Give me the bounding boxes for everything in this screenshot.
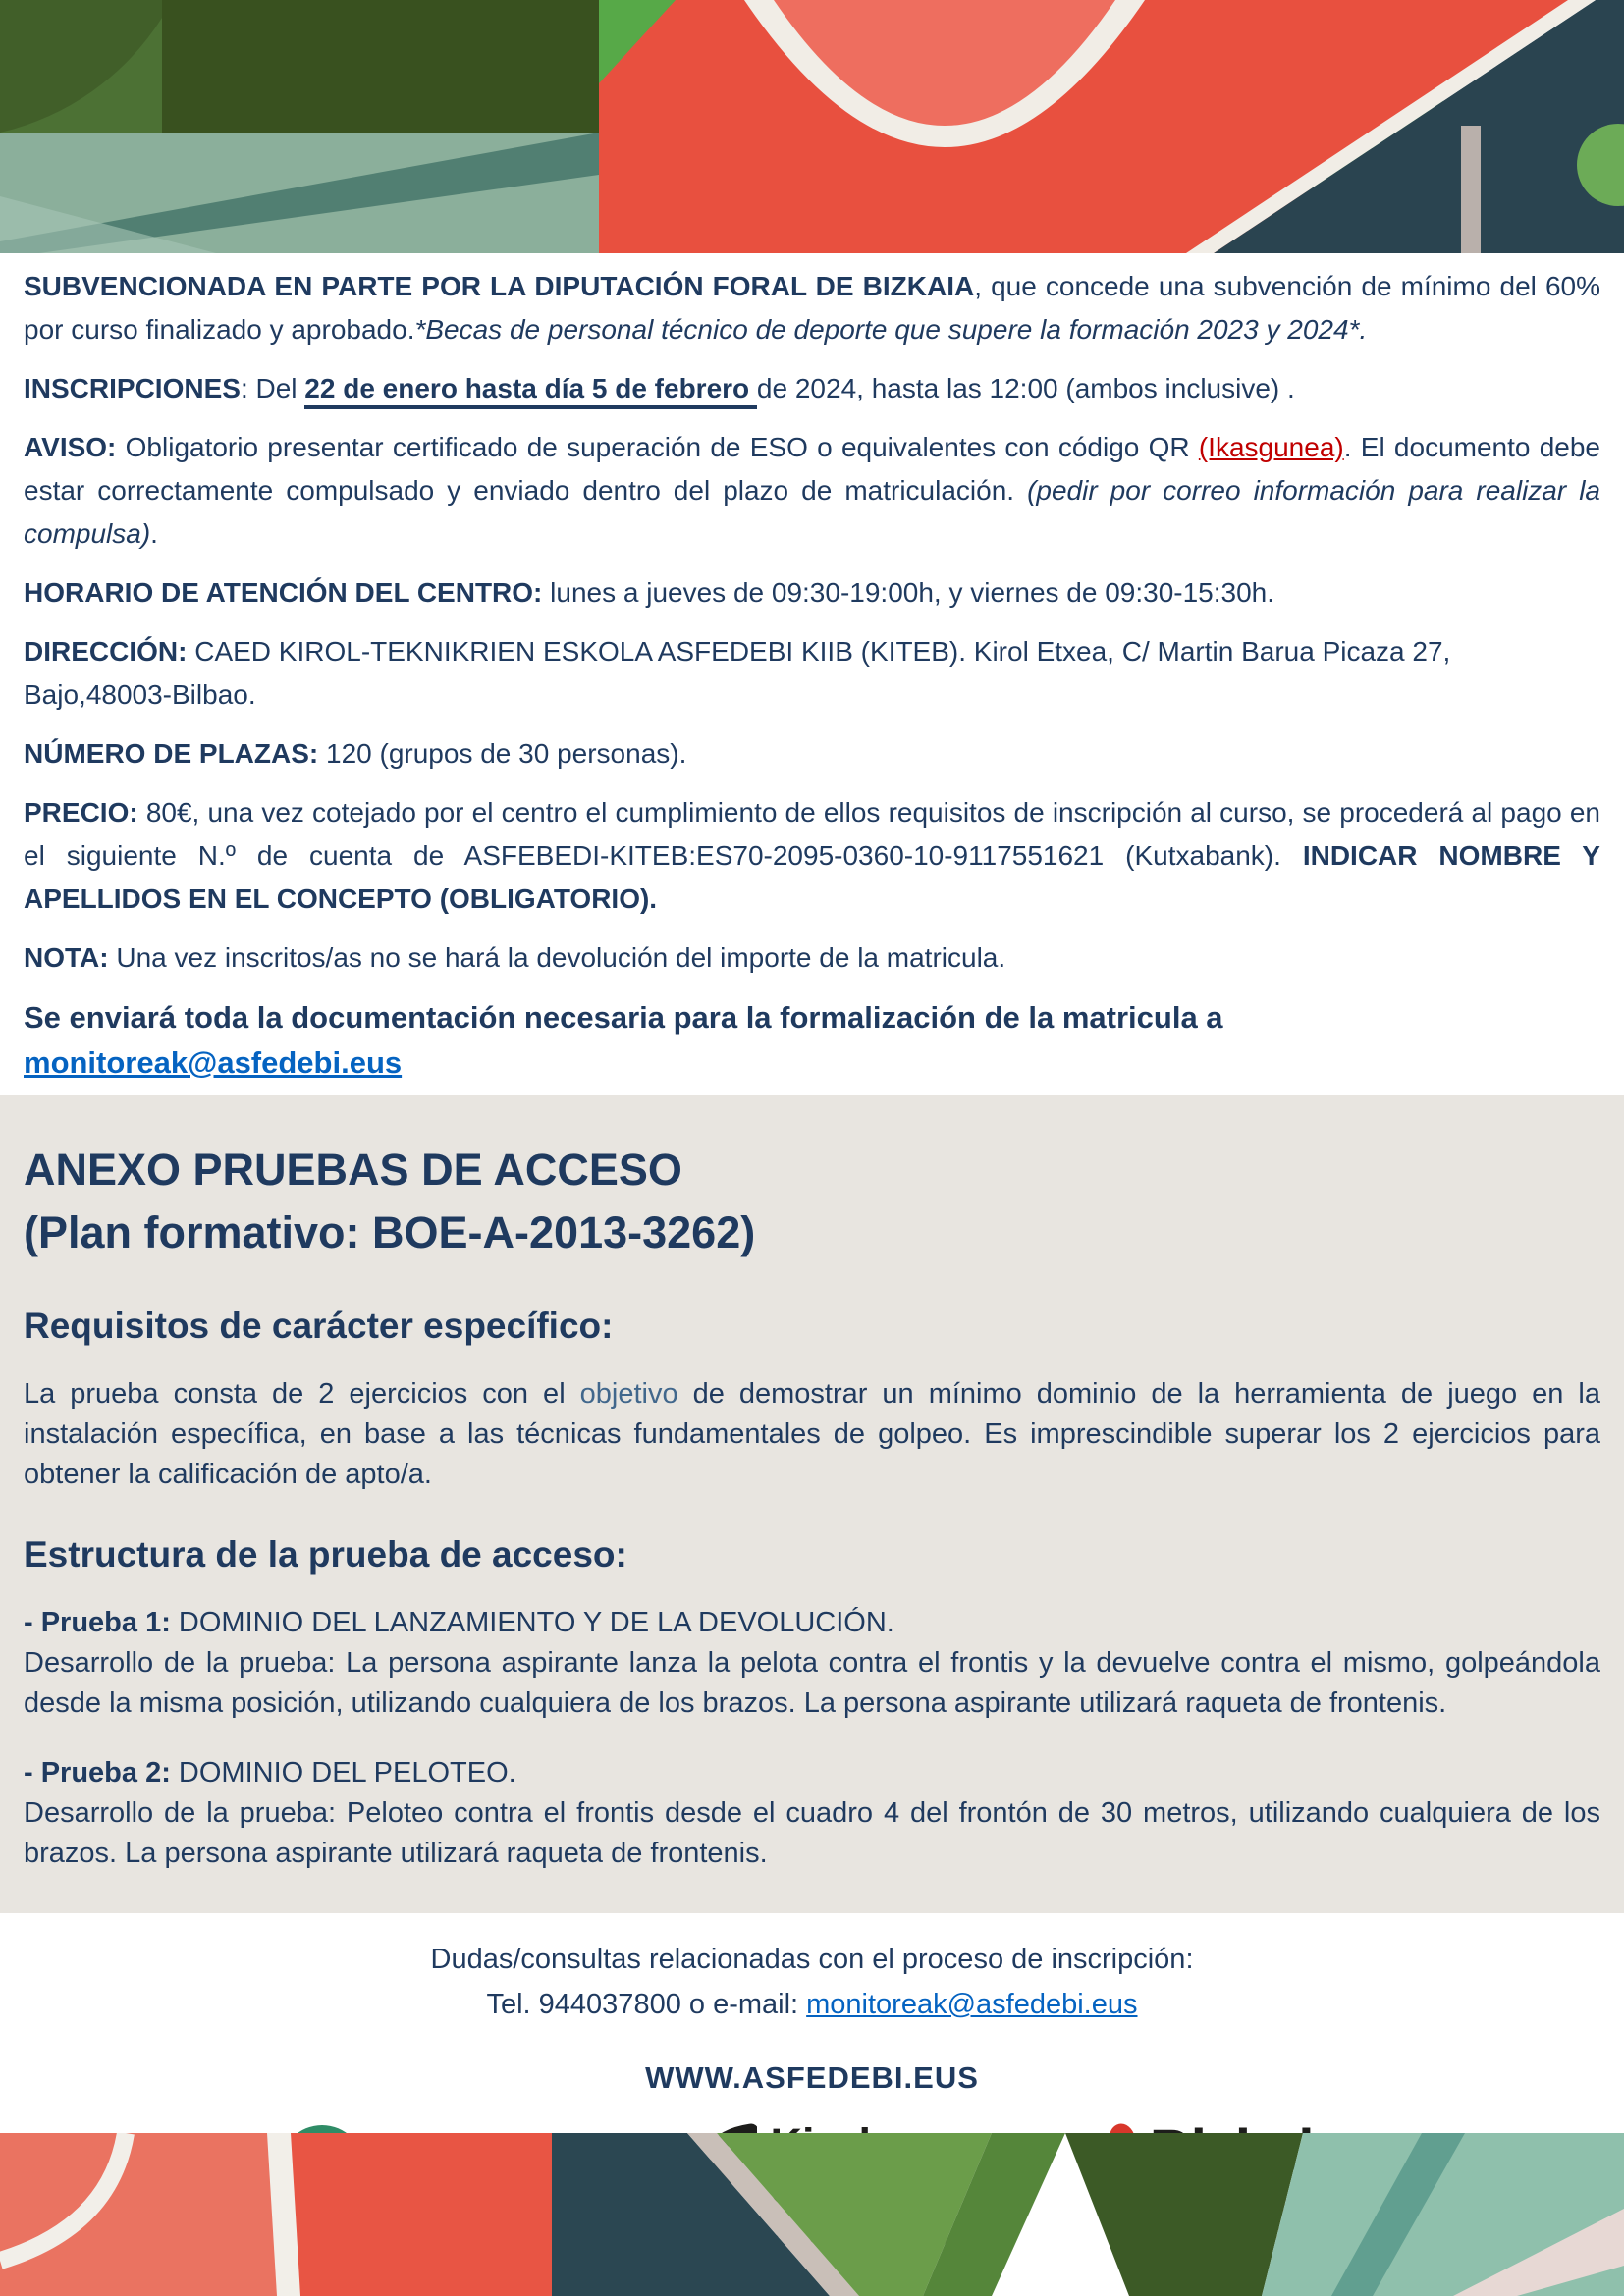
subvencion-bold: SUBVENCIONADA EN PARTE POR LA DIPUTACIÓN FORAL DE BIZKAIA [24, 271, 975, 301]
aviso-label: AVISO: [24, 432, 117, 462]
inscripciones-label: INSCRIPCIONES [24, 373, 241, 403]
subvencion-italic: *Becas de personal técnico de deporte que supere la formación 2023 y 2024*. [414, 314, 1368, 345]
paragraph-aviso [24, 426, 1600, 556]
aviso-text-1: Obligatorio presentar certificado de superación de ESO o equivalentes con código QR [116, 432, 1199, 462]
horario-label: HORARIO DE ATENCIÓN DEL CENTRO: [24, 577, 543, 608]
paragraph-envio [24, 995, 1600, 1086]
footer-right-sage-blocks [1262, 2133, 1624, 2296]
main-content [0, 253, 1624, 1086]
paragraph-subvencion [24, 265, 1600, 351]
requisitos-highlight: objetivo [579, 1378, 678, 1410]
prueba-2-name: DOMINIO DEL PELOTEO. [170, 1757, 516, 1789]
footer-decorative-artwork [0, 2133, 1624, 2296]
footer-center-green-blocks [552, 2133, 1303, 2296]
aviso-text-2: . El documento debe estar correctamente compulsado y enviado dentro del plazo de matriculación. [24, 432, 1600, 506]
paragraph-nota [24, 936, 1600, 980]
paragraph-requisitos [24, 1374, 1600, 1495]
prueba-2-block [24, 1753, 1600, 1874]
paragraph-precio [24, 791, 1600, 921]
paragraph-direccion [24, 630, 1600, 717]
inscripciones-post: de 2024, hasta las 12:00 (ambos inclusive) . [756, 373, 1295, 403]
prueba-1-name: DOMINIO DEL LANZAMIENTO Y DE LA DEVOLUCIÓN. [170, 1607, 894, 1638]
prueba-2-desc: Desarrollo de la prueba: Peloteo contra el frontis desde el cuadro 4 del frontón de 30 metros, utilizando cualquiera de los brazos. La persona aspirante utilizará raqueta de frontenis. [24, 1797, 1600, 1869]
annex-title [24, 1139, 1600, 1264]
plazas-text: 120 (grupos de 30 personas). [318, 738, 687, 769]
direccion-label: DIRECCIÓN: [24, 636, 188, 667]
nota-label: NOTA: [24, 942, 109, 973]
contact-line-2 [0, 1982, 1624, 2027]
prueba-1-title [24, 1603, 1600, 1643]
contact-email-link[interactable]: monitoreak@asfedebi.eus [806, 1989, 1138, 2020]
horario-text: lunes a jueves de 09:30-19:00h, y viernes de 09:30-15:30h. [542, 577, 1275, 608]
requisitos-heading: Requisitos de carácter específico: [24, 1306, 614, 1346]
prueba-1-desc: Desarrollo de la prueba: La persona aspirante lanza la pelota contra el frontis y la devuelve contra el mismo, golpeándola desde la misma posición, utilizando cualquiera de los brazos. La persona aspirante utilizará raqueta de frontenis. [24, 1647, 1600, 1719]
precio-text: 80€, una vez cotejado por el centro el cumplimiento de ellos requisitos de inscripción al curso, se procederá al pago en el siguiente N.º de cuenta de ASFEBEDI-KITEB:ES70-2095-0360-10-9117551621 (Kutxabank). [24, 797, 1600, 871]
requisitos-text-1: La prueba consta de 2 ejercicios con el [24, 1378, 580, 1410]
subvencion-text: , que concede una subvención de mínimo del 60% por curso finalizado y aprobado. [24, 271, 1601, 345]
ikasgunea-link[interactable]: (Ikasgunea) [1198, 432, 1344, 462]
inscripciones-dates: 22 de enero hasta día 5 de febrero [304, 373, 757, 409]
envio-text: Se enviará toda la documentación necesaria para la formalización de la matricula a [24, 1000, 1223, 1035]
direccion-text: CAED KIROL-TEKNIKRIEN ESKOLA ASFEDEBI KIIB (KITEB). Kirol Etxea, C/ Martin Barua Picaza 27, Bajo,48003-Bilbao. [24, 636, 1451, 710]
prueba-1-label: - Prueba 1: [24, 1607, 171, 1638]
contact-block [0, 1937, 1624, 2027]
envio-email-link[interactable]: monitoreak@asfedebi.eus [24, 1045, 403, 1080]
footer-left-red-blocks [0, 2133, 552, 2296]
prueba-2-title [24, 1753, 1600, 1793]
inscripciones-pre: : Del [240, 373, 305, 403]
nota-text: Una vez inscritos/as no se hará la devolución del importe de la matricula. [108, 942, 1006, 973]
annex-title-line-1: ANEXO PRUEBAS DE ACCESO [24, 1145, 682, 1195]
contact-tel: Tel. 944037800 o e-mail: [486, 1989, 807, 2020]
paragraph-horario [24, 571, 1600, 614]
estructura-heading: Estructura de la prueba de acceso: [24, 1534, 627, 1575]
paragraph-plazas [24, 732, 1600, 775]
aviso-text-3: . [150, 518, 158, 549]
precio-bold: INDICAR NOMBRE Y APELLIDOS EN EL CONCEPTO (OBLIGATORIO). [24, 840, 1600, 914]
precio-label: PRECIO: [24, 797, 138, 828]
annex-section [0, 1095, 1624, 1913]
aviso-italic: (pedir por correo información para realizar la compulsa) [24, 475, 1601, 549]
prueba-2-label: - Prueba 2: [24, 1757, 171, 1789]
paragraph-inscripciones [24, 367, 1600, 410]
requisitos-text-2: de demostrar un mínimo dominio de la herramienta de juego en la instalación específica, en base a las técnicas fundamentales de golpeo. Es imprescindible superar los 2 ejercicios para obtener la calificación de apto/a. [24, 1378, 1600, 1490]
header-decorative-artwork [0, 0, 1624, 253]
website-line: WWW.ASFEDEBI.EUS [645, 2060, 979, 2095]
header-left-green-blocks [0, 0, 599, 253]
prueba-1-block [24, 1603, 1600, 1724]
plazas-label: NÚMERO DE PLAZAS: [24, 738, 319, 769]
annex-title-line-2: (Plan formativo: BOE-A-2013-3262) [24, 1207, 756, 1257]
contact-line-1: Dudas/consultas relacionadas con el proceso de inscripción: [430, 1944, 1194, 1975]
